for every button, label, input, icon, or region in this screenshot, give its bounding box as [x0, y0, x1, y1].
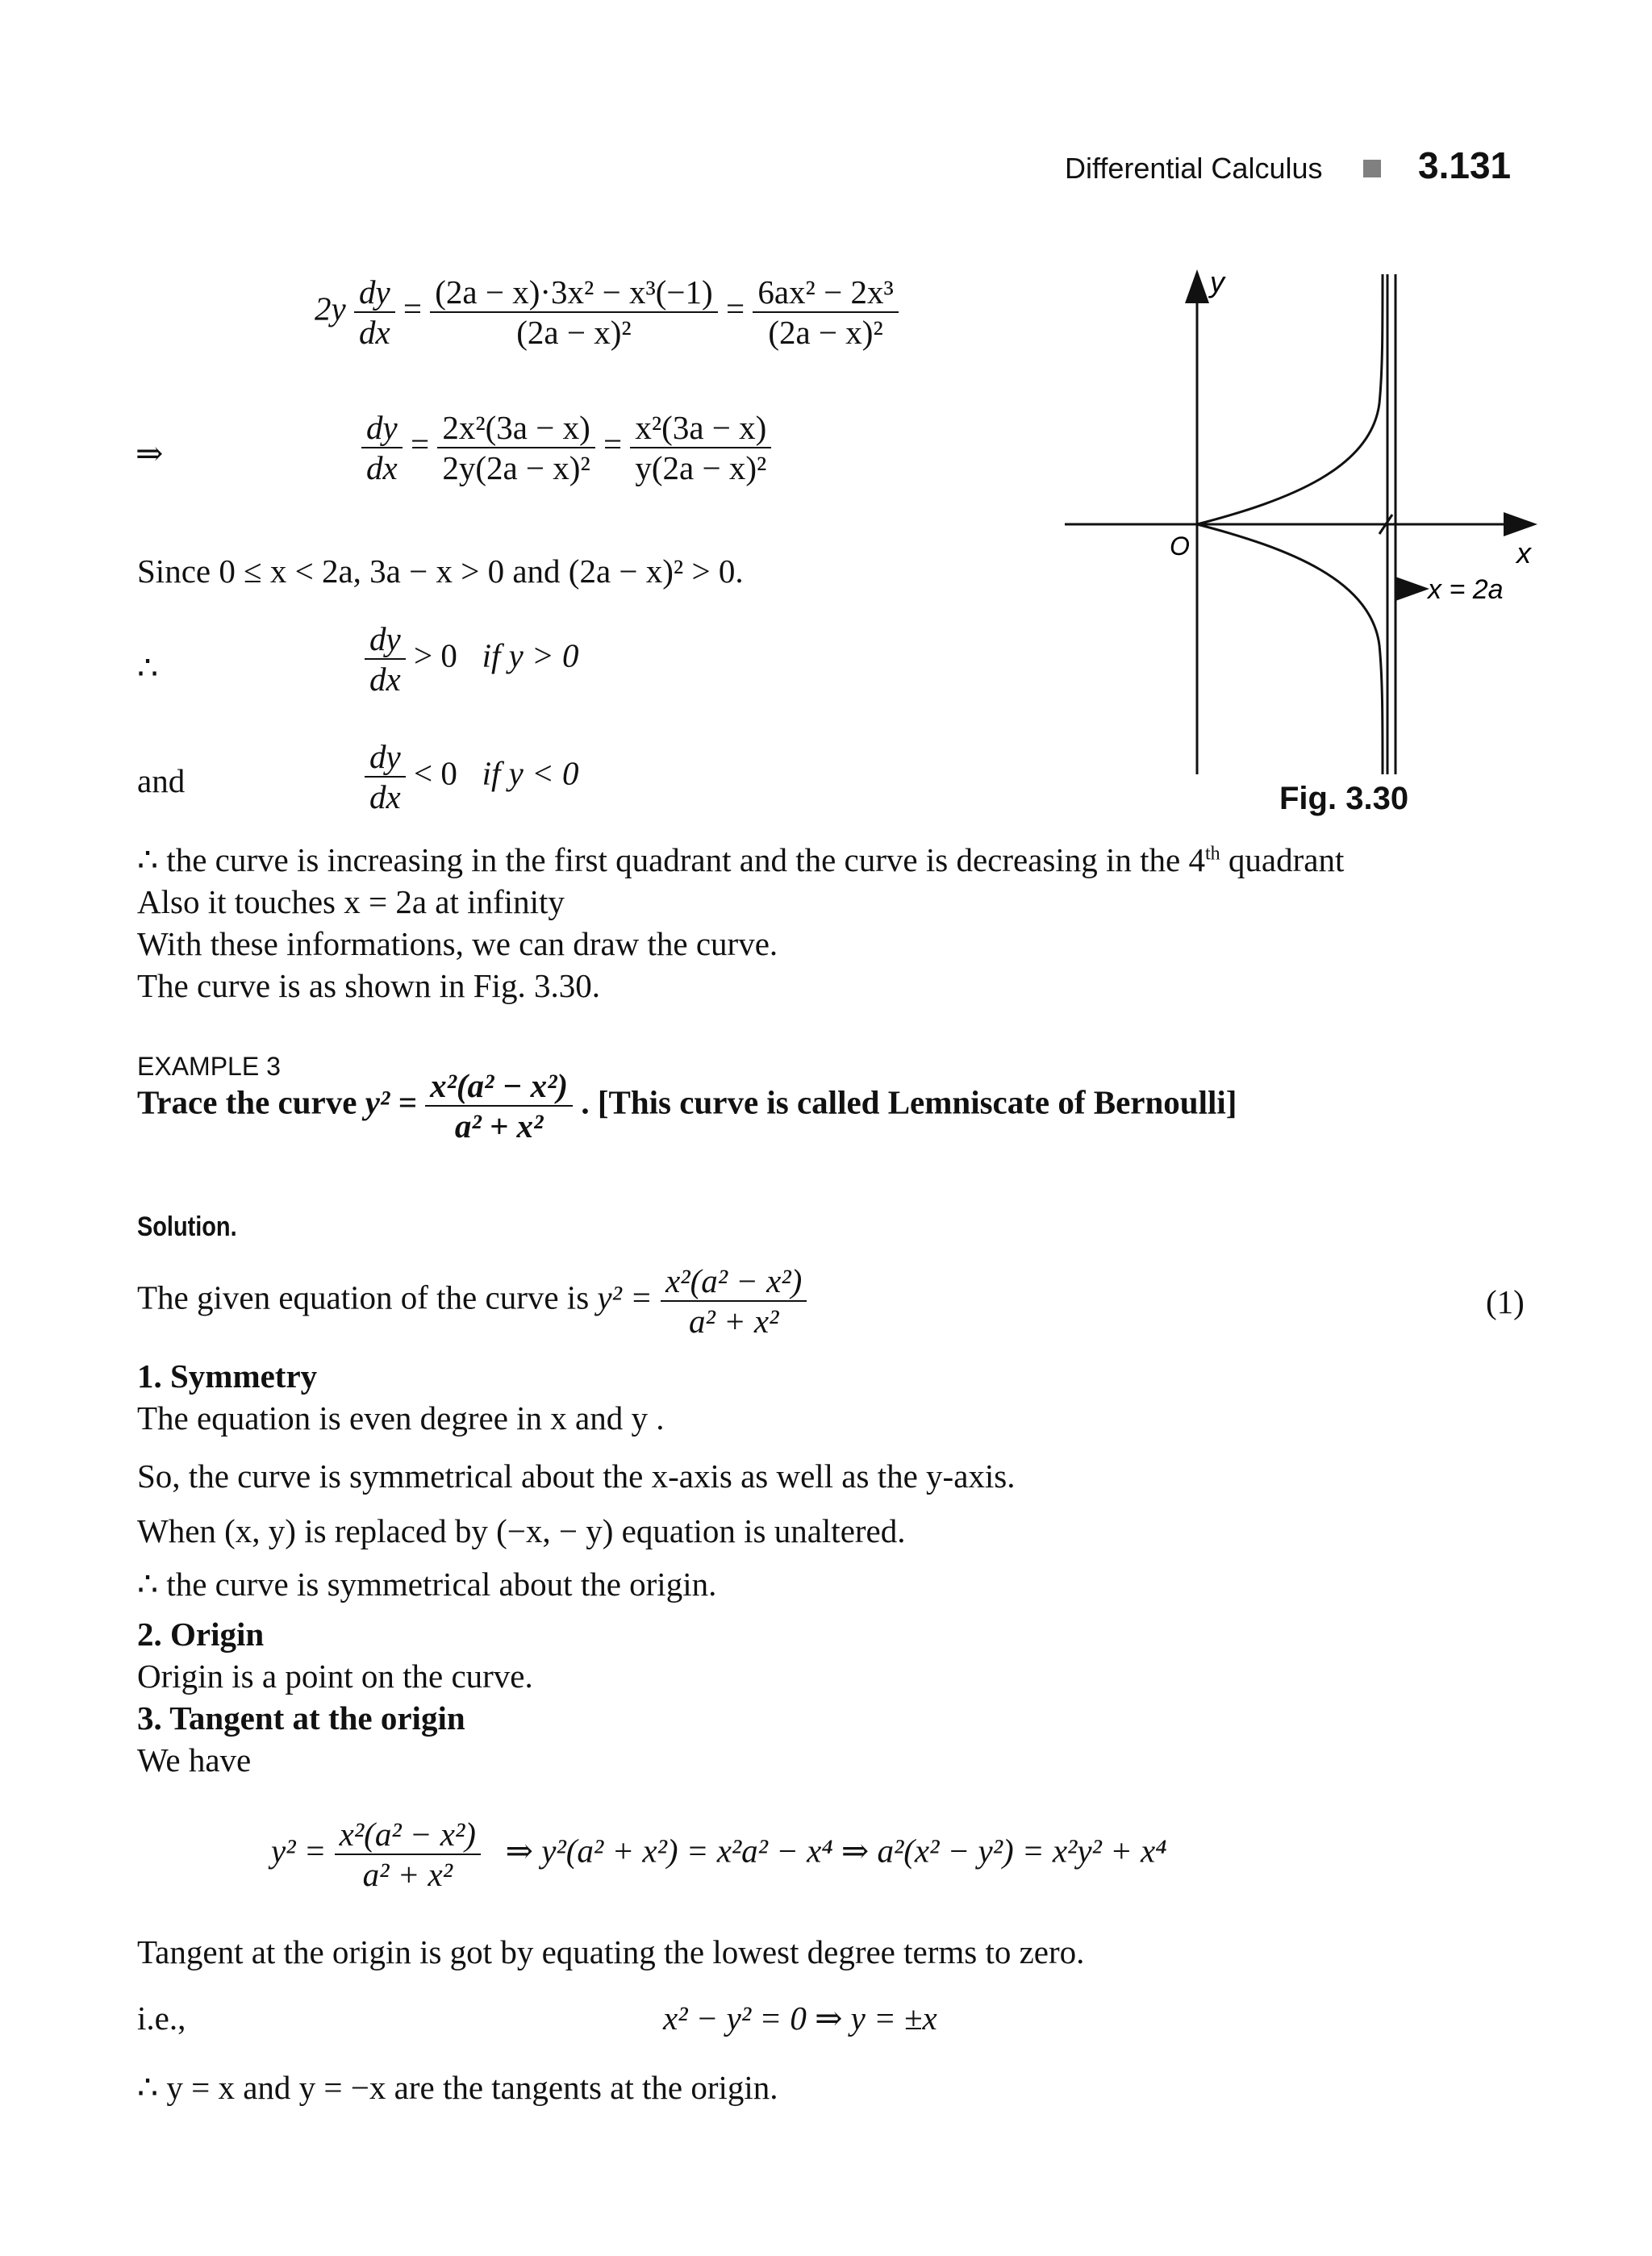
lower-branch [1197, 524, 1383, 774]
dydx-negative: $\frac{dy}{dx}$ < 0 if y < 0 [365, 737, 578, 816]
implies-symbol: ⇒ [136, 435, 164, 472]
x-axis-label: x [1516, 536, 1531, 569]
y-axis-label: y [1210, 265, 1224, 298]
example-label: EXAMPLE 3 [137, 1052, 281, 1081]
ie-label: i.e., [137, 2000, 186, 2037]
paragraph-line-3: With these informations, we can draw the curve. [137, 925, 778, 962]
asymptote-label: x = 2a [1428, 574, 1504, 605]
origin-line-1: Origin is a point on the curve. [137, 1658, 533, 1695]
heading-tangent: 3. Tangent at the origin [137, 1699, 465, 1737]
heading-origin: 2. Origin [137, 1616, 265, 1653]
paragraph-line-4: The curve is as shown in Fig. 3.30. [137, 967, 600, 1004]
solution-label: Solution. [137, 1211, 237, 1242]
heading-symmetry: 1. Symmetry [137, 1357, 318, 1395]
and-word: and [137, 762, 186, 799]
paragraph-line-2: Also it touches x = 2a at infinity [137, 883, 565, 920]
figure-3-30 [1049, 258, 1549, 790]
symmetry-line-3: When (x, y) is replaced by (−x, − y) equation is unaltered. [137, 1512, 906, 1549]
ie-equation: x² − y² = 0 ⇒ y = ±x [663, 2000, 937, 2037]
running-header-title: Differential Calculus [1065, 152, 1323, 185]
page-number: 3.131 [1418, 144, 1512, 186]
symmetry-line-4: ∴ the curve is symmetrical about the origin. [137, 1566, 717, 1603]
equation-number: (1) [1486, 1283, 1525, 1320]
header-square-icon [1363, 160, 1381, 177]
solution-given: The given equation of the curve is y² = $\frac{\text{x²(a² − x²)}}{\text{a² + x²}}$ [137, 1261, 807, 1341]
therefore-symbol: ∴ [137, 649, 159, 686]
origin-label: O [1170, 532, 1190, 561]
tangent-line-1: We have [137, 1741, 252, 1779]
tangent-line-3: ∴ y = x and y = −x are the tangents at the origin. [137, 2069, 778, 2106]
tangent-equation: y² = $\frac{\text{x²(a² − x²)}}{\text{a² + x²}}$ ⇒ y²(a² + x²) = x²a² − x⁴ ⇒ a²(x² − y²) = x²y² + x⁴ [271, 1816, 1167, 1893]
figure-caption: Fig. 3.30 [1279, 781, 1409, 816]
dydx-positive: $\frac{dy}{dx}$ > 0 if y > 0 [365, 619, 578, 698]
paragraph-line-1: ∴ the curve is increasing in the first quadrant and the curve is decreasing in the 4th quadrant [137, 841, 1345, 878]
equation-dydx-2: $\frac{dy}{dx}$ = $\frac{\text{2x²(3a − x)}}{\text{2y(2a − x)²}}$ = $\frac{\text{x²(3a − x)}}{\text{y(2a − x)²}}$ [361, 408, 771, 487]
symmetry-line-2: So, the curve is symmetrical about the x-axis as well as the y-axis. [137, 1457, 1016, 1495]
example-statement: Trace the curve y² = $\frac{\text{x²(a² − x²)}}{\text{a² + x²}}$ . [This curve is called Lemniscate of Bernoulli] [137, 1067, 1237, 1145]
upper-branch [1197, 274, 1383, 524]
symmetry-line-1: The equation is even degree in x and y . [137, 1399, 665, 1437]
tangent-line-2: Tangent at the origin is got by equating the lowest degree terms to zero. [137, 1933, 1085, 1970]
equation-dydx-1: 2y $\frac{dy}{dx}$ = $\frac{\text{(2a − x)·3x² − x³(−1)}}{\text{(2a − x)²}}$ = $\frac{\text{6ax² − 2x³}}{\text{(2a − x)²}}$ [315, 273, 899, 352]
since-line: Since 0 ≤ x < 2a, 3a − x > 0 and (2a − x)² > 0. [137, 553, 744, 590]
